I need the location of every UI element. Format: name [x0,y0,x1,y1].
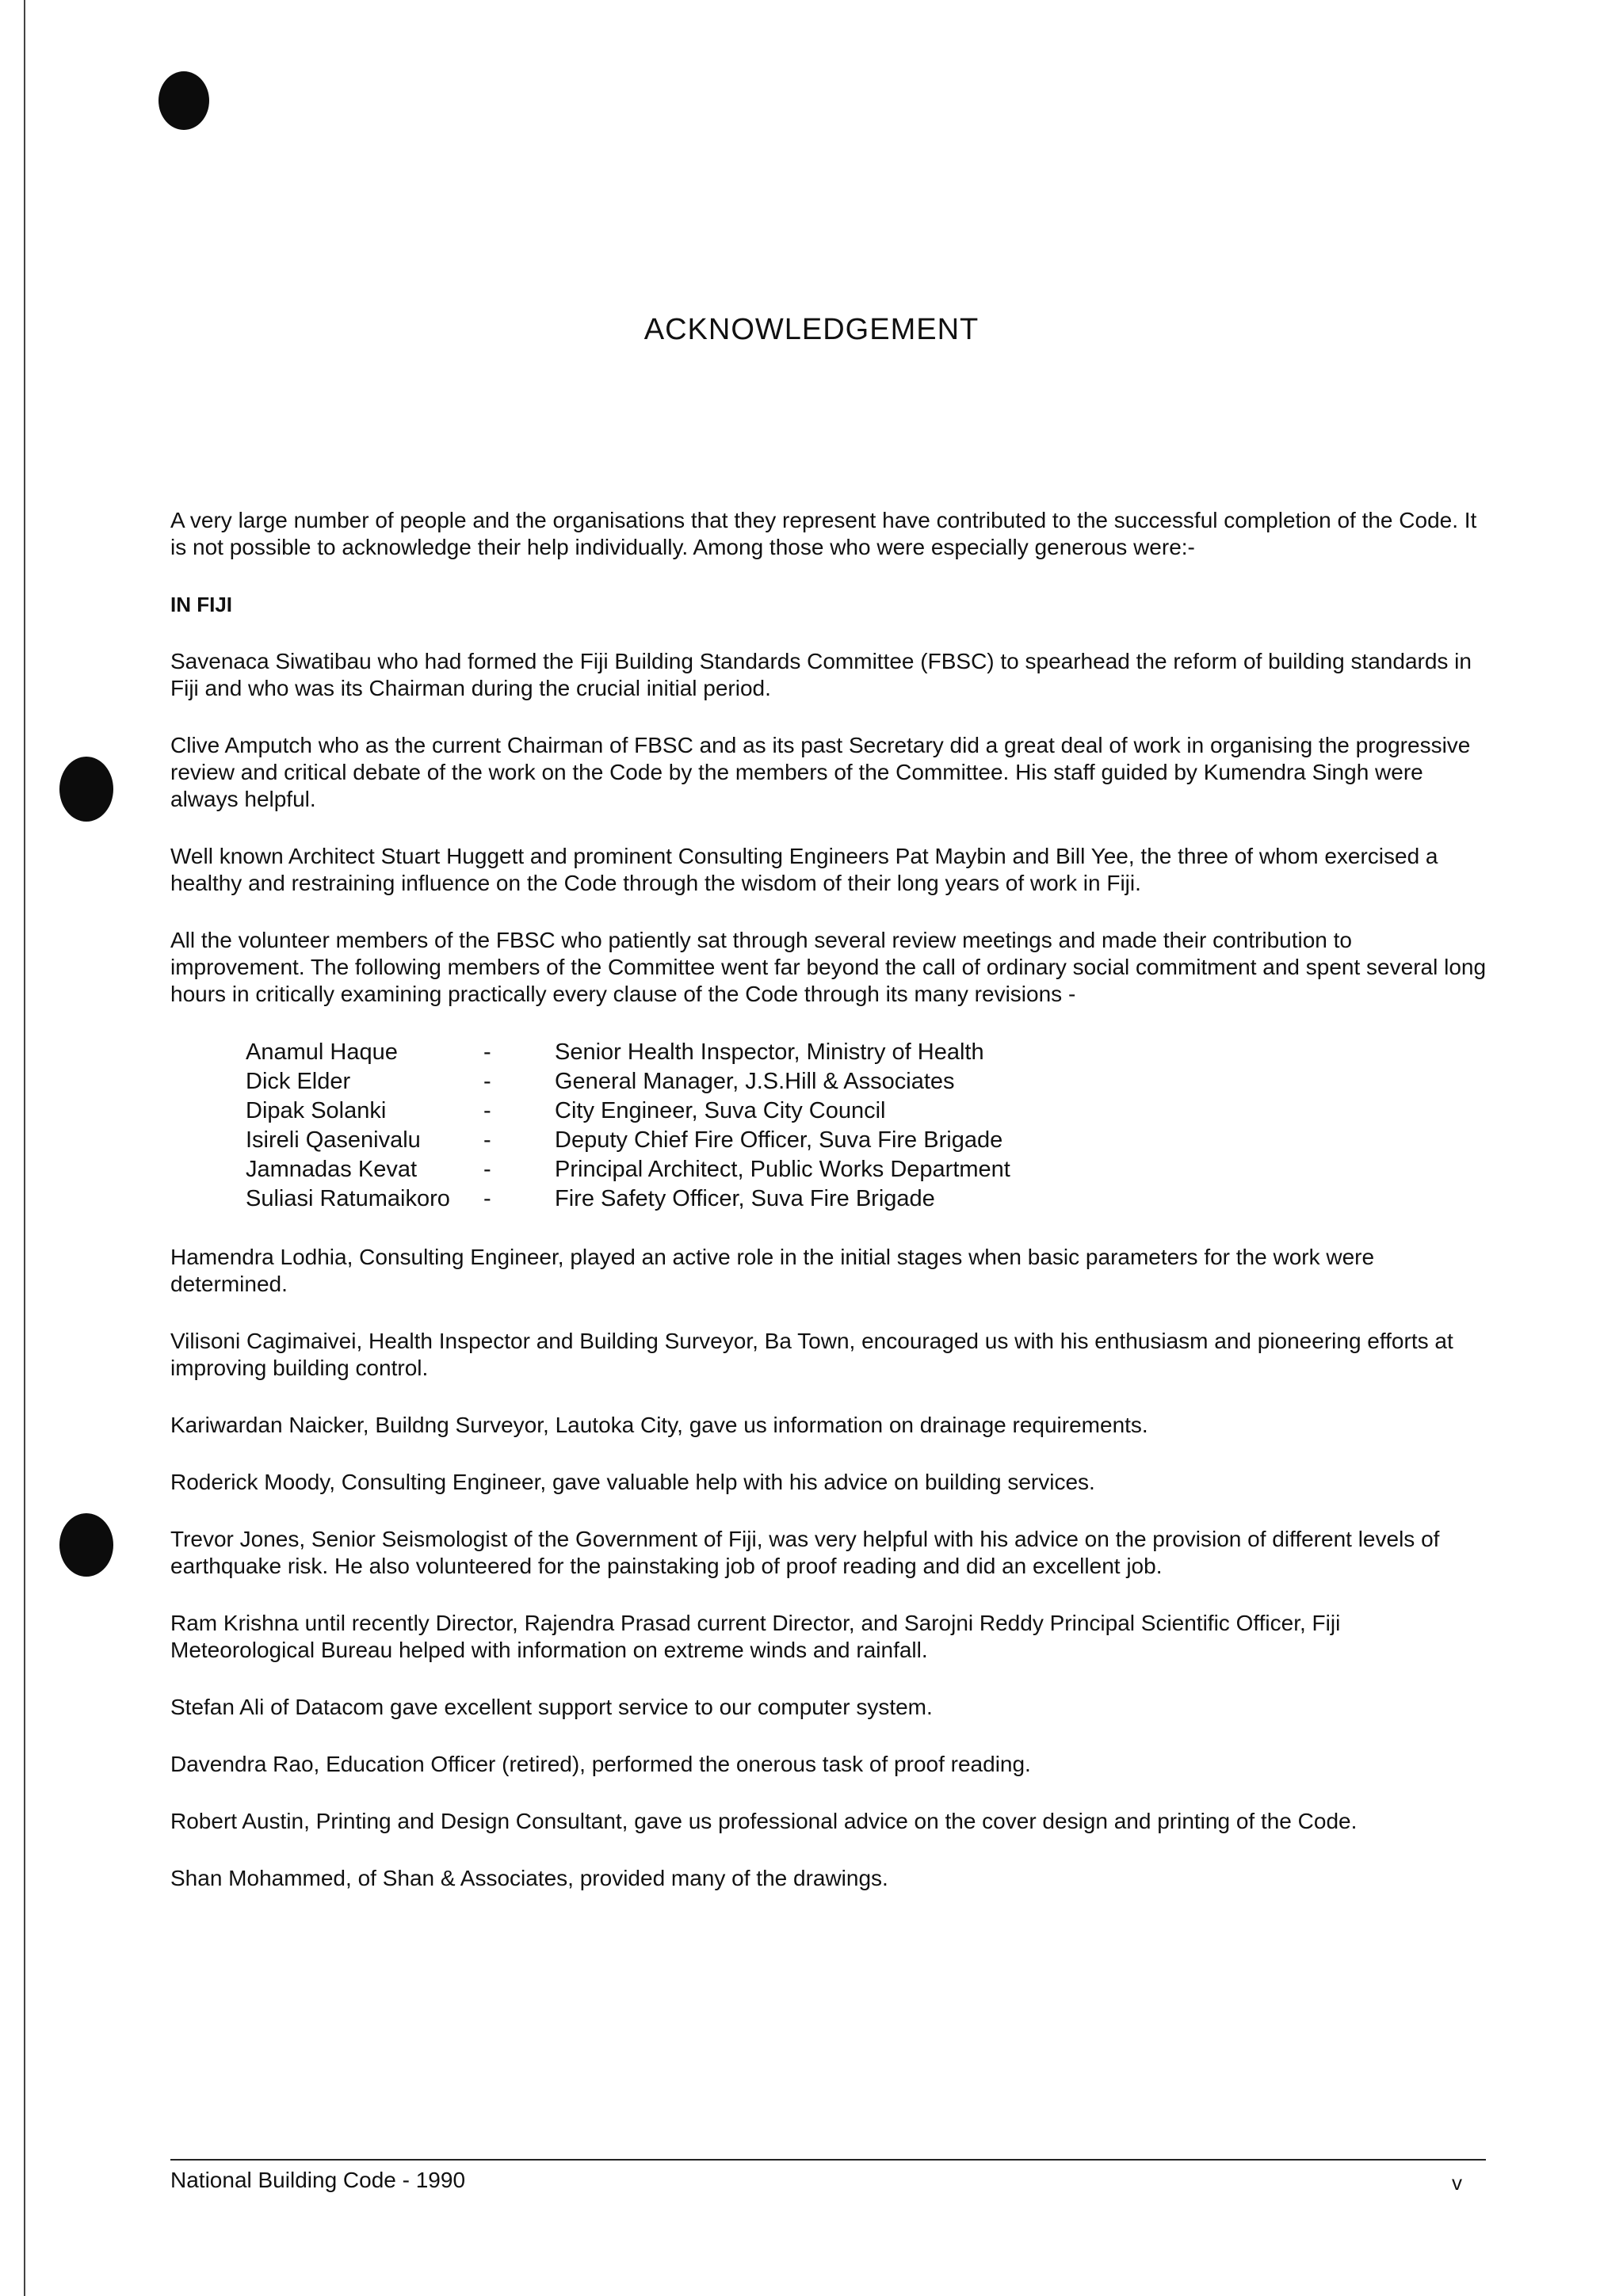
member-role: Senior Health Inspector, Ministry of Health [555,1039,984,1065]
paragraph: Roderick Moody, Consulting Engineer, gave valuable help with his advice on building services. [170,1470,1095,1494]
paragraph: Ram Krishna until recently Director, Rajendra Prasad current Director, and Sarojni Reddy Principal Scientific Officer, Fiji Meteorological Bureau helped with information on extreme winds and rainfall. [170,1611,1341,1662]
paragraph: Savenaca Siwatibau who had formed the Fiji Building Standards Committee (FBSC) to spearhead the reform of building standards in Fiji and who was its Chairman during the crucial initial period. [170,649,1472,700]
punch-hole-bottom [59,1513,113,1577]
member-name: Dick Elder [246,1069,351,1094]
paragraph: Shan Mohammed, of Shan & Associates, provided many of the drawings. [170,1866,888,1890]
committee-member-list [246,1038,1490,1214]
punch-hole-top [158,71,209,130]
member-dash: - [483,1186,491,1211]
section-heading: IN FIJI [170,593,233,616]
page-number: v [1452,2171,1462,2195]
punch-hole-middle [59,757,113,822]
member-role: Principal Architect, Public Works Department [555,1157,1010,1182]
page-title: ACKNOWLEDGEMENT [643,313,980,346]
member-name: Anamul Haque [246,1039,398,1065]
member-name: Jamnadas Kevat [246,1157,418,1182]
paragraph: Vilisoni Cagimaivei, Health Inspector and Building Surveyor, Ba Town, encouraged us with his enthusiasm and pioneering efforts at improving building control. [170,1329,1453,1380]
paragraph: Well known Architect Stuart Huggett and prominent Consulting Engineers Pat Maybin and Bill Yee, the three of whom exercised a healthy and restraining influence on the Code through the wisdom of their long years of work in Fiji. [170,844,1438,895]
member-dash: - [483,1127,491,1153]
member-role: Deputy Chief Fire Officer, Suva Fire Brigade [555,1127,1003,1153]
paragraph: Clive Amputch who as the current Chairman of FBSC and as its past Secretary did a great deal of work in organising the progressive review and critical debate of the work on the Code by the members of the Committee. His staff guided by Kumendra Singh were always helpful. [170,733,1471,811]
paragraph: Davendra Rao, Education Officer (retired), performed the onerous task of proof reading. [170,1752,1031,1776]
member-row [246,1155,1490,1184]
member-dash: - [483,1039,491,1065]
member-dash: - [483,1069,491,1094]
member-role: General Manager, J.S.Hill & Associates [555,1069,955,1094]
document-body [170,507,1490,1922]
paragraph: Stefan Ali of Datacom gave excellent support service to our computer system. [170,1695,933,1719]
member-dash: - [483,1157,491,1182]
paragraph: Robert Austin, Printing and Design Consultant, gave us professional advice on the cover design and printing of the Code. [170,1809,1358,1833]
paragraph: Hamendra Lodhia, Consulting Engineer, played an active role in the initial stages when basic parameters for the work were determined. [170,1245,1375,1296]
footer-rule [170,2159,1486,2161]
member-dash: - [483,1098,491,1123]
member-row [246,1097,1490,1126]
member-name: Isireli Qasenivalu [246,1127,421,1153]
intro-paragraph: A very large number of people and the organisations that they represent have contributed to the successful completion of the Code. It is not possible to acknowledge their help individually. Among those who were especially generous were:- [170,508,1477,559]
member-row [246,1126,1490,1155]
paragraph: All the volunteer members of the FBSC who patiently sat through several review meetings and made their contribution to improvement. The following members of the Committee went far beyond the call of ordinary social commitment and spent several long hours in critically examining practically every clause of the Code through its many revisions - [170,928,1487,1006]
paragraph: Kariwardan Naicker, Buildng Surveyor, Lautoka City, gave us information on drainage requirements. [170,1413,1148,1437]
member-role: City Engineer, Suva City Council [555,1098,886,1123]
member-row [246,1038,1490,1067]
member-name: Dipak Solanki [246,1098,387,1123]
member-role: Fire Safety Officer, Suva Fire Brigade [555,1186,935,1211]
footer-document-title: National Building Code - 1990 [170,2168,466,2192]
member-name: Suliasi Ratumaikoro [246,1186,450,1211]
paragraph: Trevor Jones, Senior Seismologist of the Government of Fiji, was very helpful with his advice on the provision of different levels of earthquake risk. He also volunteered for the painstaking job of proof reading and did an excellent job. [170,1527,1440,1578]
member-row [246,1184,1490,1214]
member-row [246,1067,1490,1097]
